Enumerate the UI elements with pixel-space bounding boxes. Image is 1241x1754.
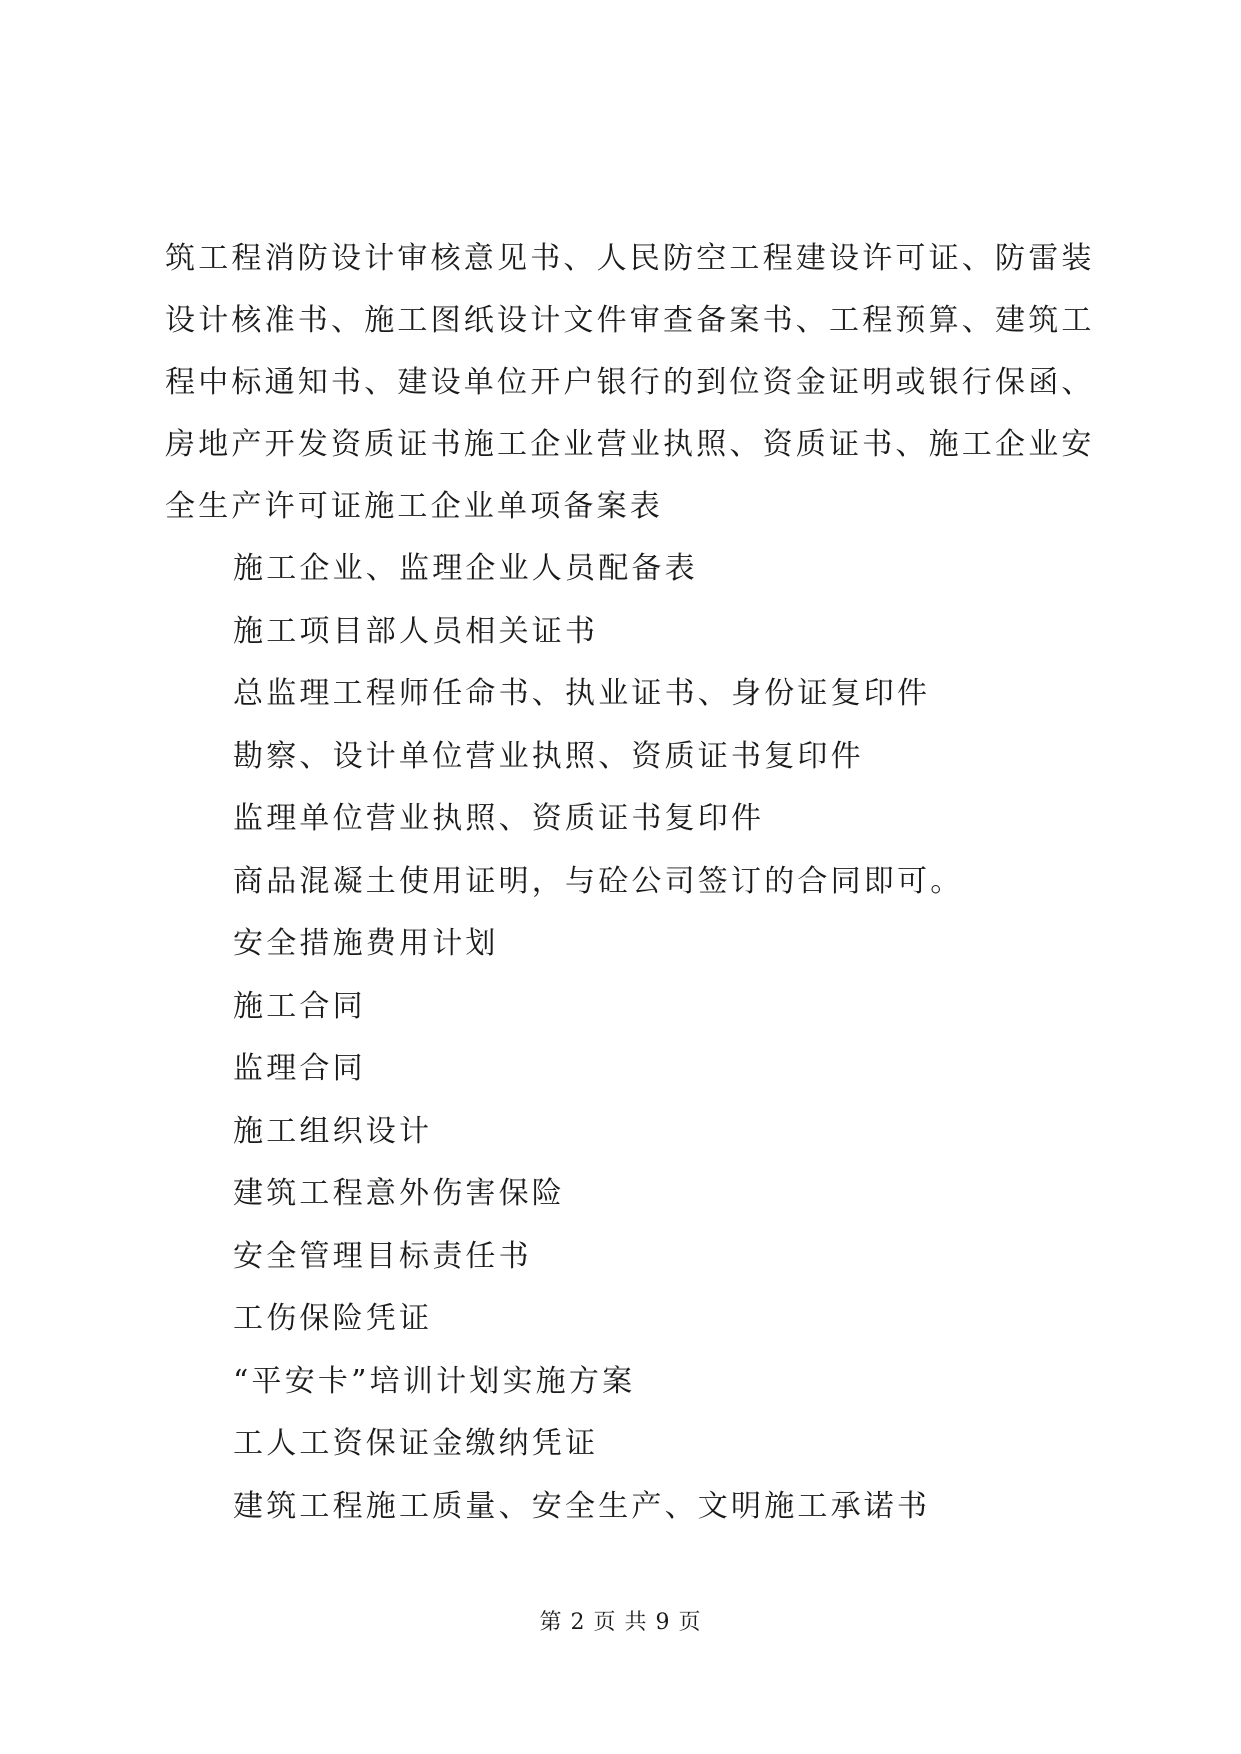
list-item: 安全管理目标责任书 <box>233 1238 532 1274</box>
paragraph-line: 设计核准书、施工图纸设计文件审查备案书、工程预算、建筑工 <box>165 303 1095 338</box>
list-item: “平安卡”培训计划实施方案 <box>233 1363 636 1399</box>
paragraph-line: 程中标通知书、建设单位开户银行的到位资金证明或银行保函、 <box>165 365 1095 400</box>
list-item: 施工组织设计 <box>233 1113 433 1149</box>
list-item: 施工项目部人员相关证书 <box>233 613 599 649</box>
page-number-footer: 第 2 页 共 9 页 <box>539 1610 702 1635</box>
document-body <box>165 228 1105 1538</box>
list-item: 勘察、设计单位营业执照、资质证书复印件 <box>233 738 864 774</box>
paragraph-line: 筑工程消防设计审核意见书、人民防空工程建设许可证、防雷装 <box>165 241 1095 276</box>
list-item: 工伤保险凭证 <box>233 1301 433 1336</box>
list-item: 施工合同 <box>233 988 366 1024</box>
paragraph-line: 全生产许可证施工企业单项备案表 <box>165 489 663 524</box>
list-item: 建筑工程施工质量、安全生产、文明施工承诺书 <box>233 1488 931 1524</box>
list-item: 商品混凝土使用证明，与砼公司签订的合同即可。 <box>233 863 964 899</box>
document-list <box>165 538 1105 1538</box>
list-item: 监理合同 <box>233 1051 366 1086</box>
list-item: 工人工资保证金缴纳凭证 <box>233 1426 599 1461</box>
list-item: 施工企业、监理企业人员配备表 <box>233 551 698 586</box>
list-item: 建筑工程意外伤害保险 <box>233 1176 565 1211</box>
list-item: 安全措施费用计划 <box>233 926 499 961</box>
list-item: 监理单位营业执照、资质证书复印件 <box>233 801 765 836</box>
list-item: 总监理工程师任命书、执业证书、身份证复印件 <box>233 676 931 711</box>
paragraph-line: 房地产开发资质证书施工企业营业执照、资质证书、施工企业安 <box>165 427 1095 462</box>
intro-paragraph <box>165 228 1105 538</box>
